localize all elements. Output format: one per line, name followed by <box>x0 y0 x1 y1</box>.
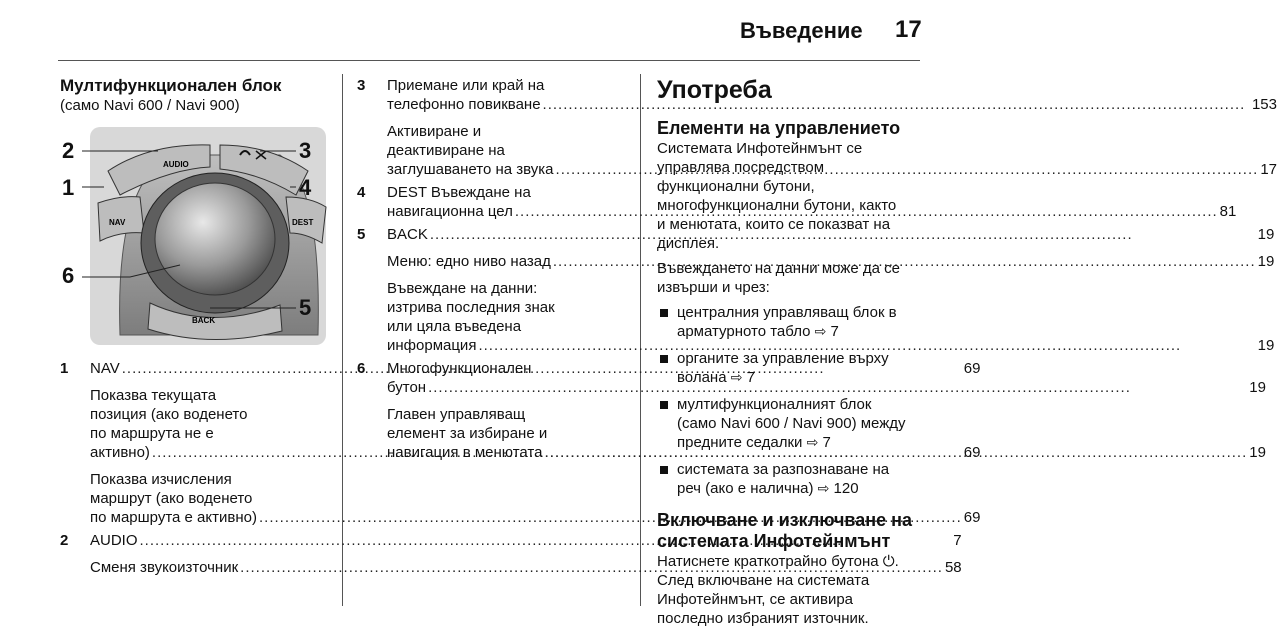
desc-line: навигация в менютата <box>387 444 543 461</box>
desc-line: маршрут (ако воденето <box>90 490 253 507</box>
entry-label: AUDIO <box>90 532 138 549</box>
entry-number: 4 <box>357 184 366 201</box>
para-line: Въвеждането на данни може да се <box>657 260 900 277</box>
paragraph <box>657 259 923 297</box>
bullet-line: системата за разпознаване на <box>677 461 890 478</box>
knob <box>155 183 275 295</box>
para-line: последно избраният източник. <box>657 610 869 627</box>
desc-line: елемент за избиране и <box>387 425 548 442</box>
entry-label: навигационна цел <box>387 203 513 220</box>
callout-3: 3 <box>299 138 312 163</box>
page-ref[interactable]: 17 <box>1260 161 1277 178</box>
entry-label: бутон <box>387 379 427 396</box>
entry-number: 2 <box>60 532 69 549</box>
desc-line: позиция (ако воденето <box>90 406 248 423</box>
bullet-line: арматурното табло <box>677 323 811 340</box>
para-line: и менютата, които се показват на <box>657 216 891 233</box>
para-line: функционални бутони, <box>657 178 815 195</box>
bullet-line: предните седалки <box>677 434 803 451</box>
para-line: извърши и чрез: <box>657 279 770 296</box>
entry-number: 5 <box>357 226 366 243</box>
page-ref[interactable]: 7 <box>746 369 755 386</box>
bullet-line: волана <box>677 369 727 386</box>
callout-5: 5 <box>299 295 312 320</box>
list-item <box>657 349 923 387</box>
entry-label: Приемане или край на <box>387 77 545 94</box>
desc-line: Главен управляващ <box>387 406 526 423</box>
section-title: Мултифункционален блок <box>60 76 282 95</box>
desc-line: активно) <box>90 444 150 461</box>
desc-line: или цяла въведена <box>387 318 522 335</box>
desc-line: заглушаването на звука <box>387 161 554 178</box>
page-ref[interactable]: 69 <box>963 509 981 526</box>
ref-arrow-icon: ⇨ <box>814 323 827 339</box>
audio-label: AUDIO <box>163 160 189 169</box>
paragraph <box>657 139 923 253</box>
entry-label: BACK <box>387 226 428 243</box>
desc-line: Въвеждане на данни: <box>387 280 538 297</box>
callout-6: 6 <box>62 263 75 288</box>
desc-line: Активиране и <box>387 123 482 140</box>
page-header-title: Въведение <box>740 18 863 43</box>
section-heading: Употреба <box>657 76 772 104</box>
page-ref[interactable]: 69 <box>963 360 981 377</box>
ref-arrow-icon: ⇨ <box>806 434 819 450</box>
page-ref[interactable]: 19 <box>1257 337 1275 354</box>
list-item <box>657 303 923 341</box>
desc-line: информация <box>387 337 477 354</box>
page-ref[interactable]: 19 <box>1257 226 1275 243</box>
multifunction-unit-illustration <box>60 125 326 347</box>
page-ref[interactable]: 69 <box>963 444 981 461</box>
bullet-line: централния управляващ блок в <box>677 304 897 321</box>
desc-line: деактивиране на <box>387 142 505 159</box>
desc-line: Показва текущата <box>90 387 217 404</box>
bullet-line: органите за управление върху <box>677 350 889 367</box>
desc-line: Сменя звукоизточник <box>90 559 239 576</box>
bullet-line: (само Navi 600 / Navi 900) между <box>677 415 906 432</box>
bullet-line: реч (ако е налична) <box>677 480 814 497</box>
page-ref[interactable]: 7 <box>830 323 839 340</box>
para-line: След включване на системата <box>657 572 870 589</box>
list-item <box>657 460 923 498</box>
page-ref[interactable]: 7 <box>953 532 962 549</box>
page-number: 17 <box>895 16 922 43</box>
desc-line: по маршрута е активно) <box>90 509 257 526</box>
desc-line: Показва изчисления <box>90 471 232 488</box>
desc-line: изтрива последния знак <box>387 299 555 316</box>
callout-1: 1 <box>62 175 75 200</box>
subsection-heading <box>657 510 923 552</box>
entry-label: DEST Въвеждане на <box>387 184 531 201</box>
page-ref[interactable]: 58 <box>944 559 962 576</box>
callout-2: 2 <box>62 138 75 163</box>
para-line: Системата Инфотейнмънт се <box>657 140 863 157</box>
section-subtitle: (само Navi 600 / Navi 900) <box>60 97 240 114</box>
para-line: дисплея. <box>657 235 720 252</box>
para-line: Инфотейнмънт, се активира <box>657 591 854 608</box>
ref-arrow-icon: ⇨ <box>730 369 743 385</box>
nav-label: NAV <box>109 218 126 227</box>
entry-label: Многофункционален <box>387 360 532 377</box>
multifunction-unit-figure <box>60 125 326 347</box>
entry-number: 3 <box>357 77 366 94</box>
ref-arrow-icon: ⇨ <box>817 480 830 496</box>
desc-line: по маршрута не е <box>90 425 214 442</box>
entry-label: телефонно повикване <box>387 96 541 113</box>
paragraph: Натиснете краткотрайно бутона ⏻. След включване на системата Инфотейнмънт, се активира последно избраният източник. <box>657 552 923 628</box>
page-ref[interactable]: 19 <box>1249 444 1266 461</box>
heading-line: системата Инфотейнмънт <box>657 531 891 551</box>
power-icon: ⏻ <box>882 553 895 570</box>
para-line: многофункционални бутони, както <box>657 197 897 214</box>
list-item <box>657 395 923 452</box>
page-ref[interactable]: 120 <box>833 480 859 497</box>
subsection-heading: Елементи на управлението <box>657 118 901 138</box>
bullet-list <box>657 303 923 498</box>
header-rule <box>58 60 920 61</box>
para-line: Натиснете краткотрайно бутона <box>657 553 879 570</box>
entry-label: NAV <box>90 360 120 377</box>
column-3 <box>657 76 923 634</box>
heading-line: Включване и изключване на <box>657 510 913 530</box>
callout-4: 4 <box>299 175 312 200</box>
page-ref[interactable]: 7 <box>822 434 831 451</box>
desc-line: Меню: едно ниво назад <box>387 253 551 270</box>
page-ref[interactable]: 81 <box>1219 203 1237 220</box>
page-ref[interactable]: 19 <box>1257 253 1275 270</box>
back-label: BACK <box>192 316 216 325</box>
page-ref[interactable]: 153 <box>1251 96 1277 113</box>
dest-label: DEST <box>292 218 314 227</box>
para-line: управлява посредством <box>657 159 825 176</box>
entry-number: 1 <box>60 360 69 377</box>
bullet-line: мултифункционалният блок <box>677 396 872 413</box>
entry-number: 6 <box>357 360 366 377</box>
page-ref[interactable]: 19 <box>1249 379 1266 396</box>
